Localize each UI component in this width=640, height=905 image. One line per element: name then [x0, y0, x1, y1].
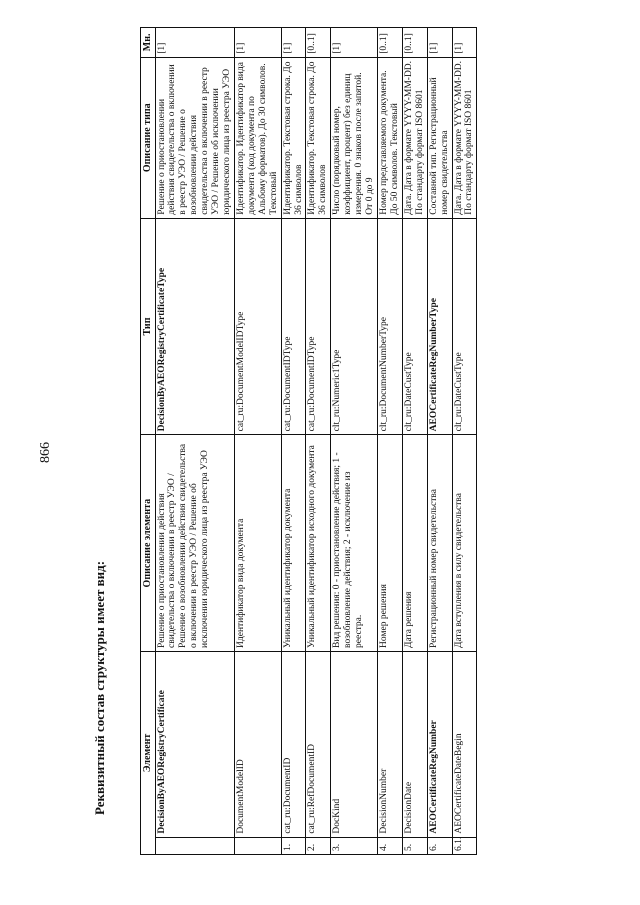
row-mn: [1]	[427, 28, 452, 58]
row-element: cat_ru:RefDocumentID	[306, 651, 331, 837]
row-description: Дата решения	[402, 435, 427, 652]
row-mn: [1]	[281, 28, 306, 58]
row-element: cat_ru:DocumentID	[281, 651, 306, 837]
row-element: AEOCertificateRegNumber	[427, 651, 452, 837]
row-number: 4.	[378, 837, 403, 854]
header-description: Описание элемента	[141, 435, 156, 652]
table-row	[281, 28, 306, 855]
table-row	[452, 28, 477, 855]
row-type: cat_ru:DocumentIDType	[306, 218, 331, 435]
row-type-description: Составной тип. Регистрационный номер свидетельства	[427, 57, 452, 218]
header-type-description: Описание типа	[141, 57, 156, 218]
table-row	[402, 28, 427, 855]
row-description: Уникальный идентификатор исходного документа	[306, 435, 331, 652]
row-mn: [1]	[155, 28, 234, 58]
row-type: clt_ru:DateCustType	[452, 218, 477, 435]
row-mn: [1]	[331, 28, 378, 58]
row-type-description: Дата. Дата в формате YYYY-MM-DD. По стандарту формат ISO 8601	[402, 57, 427, 218]
row-element: AEOCertificateDateBegin	[452, 651, 477, 837]
row-type: cat_ru:DocumentModelIDType	[234, 218, 281, 435]
row-type-description: Число (порядковый номер, коэффициент, процент) без единиц измерения. 0 знаков после запятой. От 0 до 9	[331, 57, 378, 218]
row-description: Уникальный идентификатор документа	[281, 435, 306, 652]
row-number	[155, 837, 234, 854]
row-element: DocumentModelID	[234, 651, 281, 837]
row-description: Номер решения	[378, 435, 403, 652]
row-description: Вид решения: 0 - приостановление действия; 1 - возобновление действия; 2 - исключение из реестра.	[331, 435, 378, 652]
row-type-description: Идентификатор. Текстовая строка. До 36 символов	[281, 57, 306, 218]
row-mn: [1]	[234, 28, 281, 58]
row-element: DocKind	[331, 651, 378, 837]
table-row	[306, 28, 331, 855]
table-row	[427, 28, 452, 855]
row-number: 3.	[331, 837, 378, 854]
row-description: Идентификатор вида документа	[234, 435, 281, 652]
row-element: DecisionDate	[402, 651, 427, 837]
row-number: 6.	[427, 837, 452, 854]
row-type: clt_ru:DocumentNumberType	[378, 218, 403, 435]
row-mn: [0..1]	[306, 28, 331, 58]
row-number: 5.	[402, 837, 427, 854]
row-type-description: Решение о приостановлении действия свидетельства о включении в реестр УЭО / Решение о возобновлении действия свидетельства о включении в реестр УЭО / Решение об исключении юридического лица из реестра УЭО	[155, 57, 234, 218]
table-row	[234, 28, 281, 855]
row-number: 2.	[306, 837, 331, 854]
row-mn: [0..1]	[378, 28, 403, 58]
row-number: 1.	[281, 837, 306, 854]
row-type: cat_ru:DocumentIDType	[281, 218, 306, 435]
row-element: DecisionByAEORegistryCertificate	[155, 651, 234, 837]
table-row	[155, 28, 234, 855]
intro-text: Реквизитный состав структуры имеет вид:	[92, 560, 107, 815]
row-mn: [0..1]	[402, 28, 427, 58]
row-type: AEOCertificateRegNumberType	[427, 218, 452, 435]
row-type-description: Идентификатор. Текстовая строка. До 36 символов	[306, 57, 331, 218]
row-type-description: Номер представляемого документа. До 50 символов. Текстовый	[378, 57, 403, 218]
row-description: Решение о приостановлении действия свидетельства о включении в реестр УЭО / Решение о возобновлении действия свидетельства о включении в реестр УЭО / Решение об исключении юридического лица из реестра УЭО	[155, 435, 234, 652]
row-number: 6.1.	[452, 837, 477, 854]
header-type: Тип	[141, 218, 156, 435]
header-element: Элемент	[141, 651, 156, 854]
row-mn: [1]	[452, 28, 477, 58]
row-type: DecisionByAEORegistryCertificateType	[155, 218, 234, 435]
table-body	[155, 28, 477, 855]
row-type-description: Идентификатор. Идентификатор вида документа (код документа по Альбому форматов). До 30 символов. Текстовый	[234, 57, 281, 218]
row-description: Регистрационный номер свидетельства	[427, 435, 452, 652]
row-type-description: Дата. Дата в формате YYYY-MM-DD. По стандарту формат ISO 8601	[452, 57, 477, 218]
row-type: clt_ru:DateCustType	[402, 218, 427, 435]
header-mn: Мн.	[141, 28, 156, 58]
table-row	[378, 28, 403, 855]
structure-table	[140, 27, 477, 855]
table-header-row	[141, 28, 156, 855]
row-type: clt_ru:Numeric1Type	[331, 218, 378, 435]
page-number: 866	[38, 442, 53, 463]
row-element: DecisionNumber	[378, 651, 403, 837]
table-row	[331, 28, 378, 855]
row-description: Дата вступления в силу свидетельства	[452, 435, 477, 652]
row-number	[234, 837, 281, 854]
